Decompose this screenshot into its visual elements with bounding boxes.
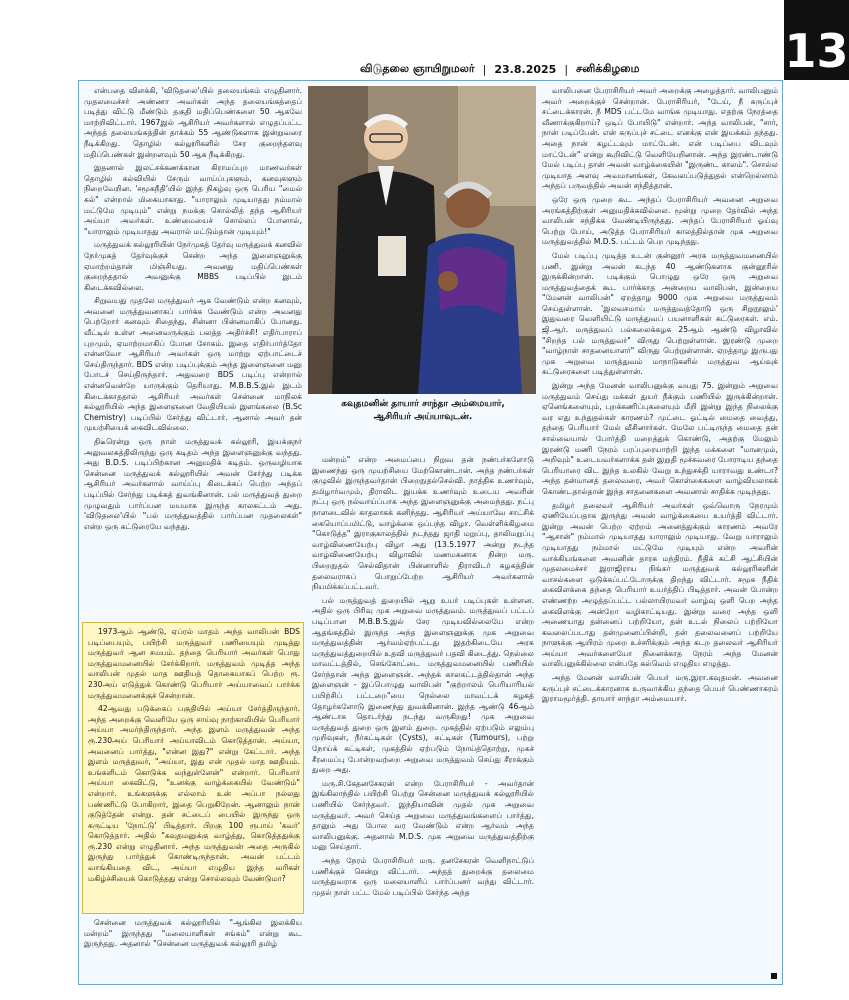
paragraph: பல் மருத்துவத் துறையில் ஆறு உயர் படிப்புகள் உள்ளன. அதில் ஒரு பிரிவு முக அறுவை மருத்துவம். மருத்துவப் பட்டப் படிப்பான M.B.B.S.இல் சேர முடியவில்லையே என்ற ஆதங்கத்தில் இருந்த அந்த இளைஞனுக்கு முக அறுவை மருத்துவத்தின் ஆர்வம்ஏற்பட்டது இதற்கிடையே அரசு மருத்துவத்துறையில் உதவி மருத்துவர் பதவி கிடைத்து. நெல்லை மாவட்டத்தில், செங்கோட்டை மருத்துவமனையில் பணியில் சேர்ந்தான் அந்த இளைஞன். அந்தக் காலகட்டத்தில்தான் அந்த இளைஞன் - இப்பொழுது வாலிபன் "குற்றாலம் பெரியாரியல் பயிற்சிப் பட்டறை"யை நெல்லை மாவட்டக் கழகத் தோழர்களோடு இணைந்து துவக்கினான். இந்த ஆண்டு 46ஆம் ஆண்டாக தொடர்ந்து நடந்து வருகிறது! முக அறுவை மருத்துவத் துறை ஒரு இளம் துறை. முகத்தில் ஏற்படும் எலும்பு முறிவுகள், நீர்கட்டிகள் (Cysts), கட்டிகள் (Tumours), பற்று நோய்க் கட்டிகள், முகத்தில் ஏற்படும் நோய்த்தொற்று, முகச் சீரமைப்பு போன்றவற்றை அறுவை மருத்துவம் செய்து சீராக்கும் துறை அது. bbox=[312, 595, 534, 775]
page-header bbox=[0, 0, 849, 80]
caption-line: கவுதமனின் தாயார் சாந்தா அம்மையார், bbox=[341, 399, 505, 409]
issue-date: 23.8.2025 bbox=[494, 62, 557, 76]
paragraph: வாலிபனை பேராசிரியர் அவர் அறைக்கு அழைத்தார். வாலிபனும் அவர் அறைக்குச் சென்றான். பேராசிரியர், "டேய், நீ கருப்புச் சட்டைக்காரன். நீ MDS பட்டமே வாங்க முடியாது. எதற்கு நேரத்தை வீணாக்குகிறாய்? ஒடிப் போயிடு" என்றார். அந்த வாலிபன், "சார், நான் படிப்பேன். என் கருப்புச் சட்டை எனக்கு என் இயக்கம் தந்தது. அதை நான் கழட்டவும் மாட்டேன். என் படிப்பை விடவும் மாட்டேன்" என்று கூறிவிட்டு வெளியேறினான். அந்த இரண்டாண்டு மேல் படிப்பு தான் அவன் வாழ்க்கையின் "இருண்ட காலம்". சொல்ல முடியாத அளவு அவமானங்கள், கேவலப்படுத்துதல் என்றெல்லாம் அந்தப் பருவத்தில் அவன் சந்தித்தான். bbox=[542, 86, 778, 191]
article-column-2 bbox=[312, 455, 534, 985]
publication-name: விடுதலை ஞாயிறுமலர் bbox=[360, 61, 475, 75]
article-column-1-lower bbox=[84, 918, 302, 982]
photo-caption bbox=[312, 398, 534, 448]
paragraph: அந்த நேரம் பேராசிரியர் மரு. தனசேகரன் வெளிநாட்டுப் பணிக்குச் சென்று விட்டார். அந்தத் துறைக்கு தலைமை மருத்துவராக ஒரு மலையாளிப் பார்ப்பனர் வந்து விட்டார். முதல் நாள் பட்ட மேல் படிப்பில் சேர்ந்த அந்த bbox=[312, 855, 534, 897]
paragraph: மேல் படிப்பு முடித்த உடன் குன்னூர் அரசு மருத்துவமனையில் பணி. இன்று அவன் கடந்த 40 ஆண்டுகளாக குன்னூரில் இருக்கின்றான். படிக்கும் பொழுது ஒரே ஒரு அறுவை மருத்துவத்தைக் கூட பார்க்காத அன்றைய வாலிபன், இன்றைய "மேனன் வாலிபன்" ஏறத்தாழ 9000 முக அறுவை மருத்துவம் செய்துள்ளான். 'இலவசமாய் மருத்துவத்தோடு ஒரு சிறுநூலும்' இதுவரை வெளியிட்டு மருத்துவப் பயனாளிகள் கட்டுரைகள். எம். ஜி.ஆர். மருத்துவப் பல்கலைக்கழக 25ஆம் ஆண்டு விழாவில் "சிறந்த பல் மருத்துவர்" விருது பெற்றுள்ளான். இரண்டு முறை "வாழ்நாள் சாதனையாளர்" விருது பெற்றுள்ளான். ஏறத்தாழ இருபது முக அறுவை மருத்துவம் மாநாடுகளில் மருத்துவ ஆய்வுக் கட்டுரைகளை படித்துள்ளான். bbox=[542, 250, 778, 377]
paragraph: திடீரென்று ஒரு நாள் மருத்துவக் கல்லூரி, இயக்குநர் அலுவலகத்திலிருந்து ஒரு கடிதம் அந்த இளைஞனுக்கு வந்தது. அது B.D.S. படிப்பிற்கான அனுமதிக் கடிதம். ஒருவழியாக சென்னை மருத்துவக் கல்லூரியில் அவன் சேர்ந்து படிக்க ஆசிரியர் அவர்களால் வாய்ப்பு கிடைக்கப் பெற்ற அந்தப் படிப்பில் சேர்ந்து படிக்கத் துவங்கினான். பல் மருத்துவத் துறை முழுவதும் பார்ப்பன மயமாக இருந்த காலகட்டம் அது. 'விடுதலை'யில் "பல் மருத்துவத்தில் பார்ப்பன முதலைகள்" என்ற ஒரு கட்டுரையே வந்தது. bbox=[84, 437, 302, 531]
header-bar bbox=[360, 62, 780, 76]
paragraph: என்பதை விளக்கி, 'விடுதலை'யில் தலையங்கம் எழுதினார். முதலமைச்சர் அண்ணா அவர்கள் அந்த தலையங்கத்தைப் படித்து விட்டு மீண்டும் தகுதி மதிப்பெண்களை 50 ஆகவே மாற்றிவிட்டார். 1967இல் ஆசிரியர் அவர்களால் எழுதப்பட்ட அந்தத் தலையங்கத்தின் தாக்கம் 55 ஆண்டுகளாக இன்றுவரை நீடிக்கிறது. தொழில் கல்லூரிகளில் சேர குறைந்தளவு மதிப்பெண்கள் இன்றளவும் 50 ஆக நீடிக்கிறது. bbox=[84, 86, 302, 159]
paragraph: மருத்துவக் கல்லூரியின் நேர்முகத் தேர்வு மருத்துவக் கனவில் நேர்முகத் தேர்வுக்குச் சென்ற அந்த இளைஞனுக்கு ஏமாற்றம்தான் மிஞ்சியது. அவனது மதிப்பெண்கள் குறைந்ததால் அவனுக்கு MBBS படிப்பில் இடம் கிடைக்கவில்லை. bbox=[84, 240, 302, 292]
paragraph: இதனால் இலட்சக்கணக்கான கிராமப்புற மாணவர்கள் தொழில் கல்வியில் சேரும் வாய்ப்புகளும், கனவுகளும் நிறைவேறின. 'சமூகநீதி'யில் இந்த நிகழ்வு ஒரு பெரிய "மைல் கல்" என்றால் மிகையாகாது. "யாராலும் முடியாதது நம்மால் மட்டுமே முடியும்" என்று நமக்கு சொல்லித் தந்த ஆசிரியர் அய்யா அவர்கள். உண்மையைச் சொல்லப் போனால், "யாராலும் முடியாதது அவரால் மட்டும்தான் முடியும்!" bbox=[84, 163, 302, 236]
paragraph: மரு.சி.கேதனசேகரன் என்ற பேராசிரியர் - அவர்தான் இங்கிலாந்தில் பயிற்சி பெற்று சென்னை மருத்துவக் கல்லூரியில் பணியில் சேர்ந்தவர். இந்தியாவின் முதல் முக அறுவை மருத்துவர். அவர் செய்த அறுவை மருத்துவங்களைப் பார்த்து, தானும் அது போல வர வேண்டும் என்ற ஆர்வம் அந்த வாலிபனுக்கு. அதனால் M.D.S. முக அறுவை மருத்துவத்திற்கு மனு செய்தார். bbox=[312, 778, 534, 852]
paragraph: சென்னை மருத்துவக் கல்லூரியில் "ஆங்கில இலக்கிய மன்றம்" இருந்தது "மலையாளிகள் சங்கம்" என்று கூட இருந்தது. அதனால் "சென்னை மருத்துவக் கல்லூரி தமிழ் bbox=[84, 918, 302, 949]
highlight-box bbox=[82, 622, 304, 914]
paragraph: தமிழர் தலைவர் ஆசிரியர் அவர்கள் ஒவ்வொரு நேரமும் ஏணியேப்பதாக இருந்து அவன் வாழ்க்கையை உயர்த்தி விட்டார். இன்று அவன் பெற்ற ஏற்றம் அனைத்துக்கும் காரணம் அவரே "ஆசான்" நம்மால் முடியாதது யாராலும் முடியாது. வேறு யாராலும் முடியாதது நம்மால் மட்டுமே முடியும் என்ற அவரின் வாக்கியங்களை அவனின் தாரக மந்திரம். நீதிக் கட்சி ஆட்சியின் முதலமைச்சர் இராஜிராய நிங்கர் மருத்துவக் கல்லூரிகளின் வாசல்களை ஒடுக்கப்பட்டோருக்கு திறந்து விட்டார். சமூக நீதிக் கைவிளக்கை தந்தை பெரியார் உயர்த்திப் பிடித்தார். அவன் போன்ற எண்ணற்ற அழுத்தப்பட்ட பல்லாயிரமவர் வாழ்வு ஒளி பெற அந்த கைவிளக்கு அன்றோ வழிகாட்டியது. இன்று வரை அந்த ஒளி அணையாது தன்னைப் பற்றியோ, தன் உடல் நிலைப் பற்றியோ கவலைப்படாது தன்முனைப்பின்றி, தன் தலைவனைப் பற்றியே நாளுக்கு ஆயிரம் முறை உச்சரிக்கும் அந்த சுடற தலைவர் ஆசிரியர் அய்யா அவர்களையோ நினைக்காத நேரம் அந்த மேனன் வாலிபனுக்கில்லை என்பதே கல்வெம் எழுதிய எழுத்து. bbox=[542, 500, 778, 669]
caption-line: ஆசிரியர் அய்யாவுடன். bbox=[373, 412, 473, 422]
paragraph: சிறுவயது முதலே மருத்துவர் ஆக வேண்டும் என்ற கனவும், அவனை மருத்துவனாகப் பார்க்க வேண்டும் என்ற அவனது பெற்றோர் கனவும் சிதைந்து, சின்னா பின்னமாகிப் போனது. வீட்டில் உள்ள அனைவருக்கும் பலத்த அதிர்ச்சி! எதிர்பாராப் புறமும், ஏமாற்றமாகிப் போன சோகம். இதை எதிர்பார்த்தோ என்னவோ ஆசிரியர் அவர்கள் ஒரு மாற்று ஏற்பாட்டைச் செய்திருந்தார். BDS என்ற படிப்புக்கும் அந்த இளைஞனை மனு போடச் செய்திருந்தார். அதுவரை BDS படிப்பு என்றால் என்னவென்றே யாருக்கும் தெரியாது. M.B.B.S.இல் இடம் கிடைக்காததால் ஆசிரியர் அவர்கள் சென்னை மாநிலக் கல்லூரியில் அந்த இளைஞனை வேதியியல் இளங்கலை (B.Sc Chemistry) படிப்பில் சேர்த்து விட்டார். ஆனால் அவர் தன் முயற்சியைக் கைவிடவில்லை. bbox=[84, 296, 302, 433]
article-column-1 bbox=[84, 86, 302, 626]
paragraph: இன்று அந்த மேனன் வாலிபனுக்கு வயது 75. இன்றும் அறுவை மருத்துவம் செய்து மக்கள் துயர் நீக்கும் பணியில் இருக்கின்றான். ஏனெங்களையும், புறக்கணிப்புகளையும் மீறி இன்று இந்த நிலைக்கு வர எது உந்துதல்கள் காரணம்? முட்டை ஓட்டில் மைதை வைத்து, தந்தை பெரியார் மேல் வீசினார்கள். மேலே பட்டிருந்த மைதை தன் சால்வையால் போர்த்தி மறைத்துக் கொண்டு, அதற்கு மேலும் இரண்டு மணி நேரம் பரப்புரையாற்றி இந்த மக்களை "மானமும், அறிவும்" உடையவர்களாக்க தன் இறுதி மூச்சுவரை போராடிய தந்தை பெரியாரை விட இந்த உலகில் வேறு உந்துசக்தி யாராவது உண்டா? அந்த தன்மானத் தலைவரை, அவர் கொள்கைகளை வாழ்வியலாகக் கொண்டதால்தான் இந்த சாதனைகளை அவனால் சாதிக்க முடிந்தது. bbox=[542, 381, 778, 496]
paragraph: 1973ஆம் ஆண்டு, ஏப்ரல் மாதம் அந்த வாலிபன் BDS படிப்பையும், பயிற்சி மருத்துவர் பணியையும் முடித்து மருத்துவர் ஆன சமயம். தந்தை பெரியார் அவர்கள் பொது மருத்துவமனையில் சேர்க்கிறார். மருத்துவம் முடித்த அந்த வாலிபன் முதல் மாத ஊதியத் தொகையாகப் பெற்ற ரூ. 230அய் எடுத்துக் கொண்டு பெரியார் அய்யாவைப் பார்க்க மருத்துவமனைக்குச் சென்றான். bbox=[88, 627, 300, 700]
page-number: 13 bbox=[784, 0, 849, 80]
separator: | bbox=[482, 62, 487, 76]
paragraph: அந்த மேனன் வாலிபன் பெயர் மரு.இரா.கவுதமன். அவனை கருப்புச் சட்டைக்காரனாக உருவாக்கிய தந்தை பெயர் பெண்ணாகரம் இராமமூர்த்தி. தாயார் சாந்தா அம்மையார். bbox=[542, 673, 778, 704]
paragraph: மன்றம்" என்ற அமைப்பை நிறுவ தன் நண்பர்களோடு இணைந்து ஒரு முயற்சியை மேற்கொண்டான். அந்த நண்பர்கள் குழுவில் இருந்தவர்தான் பிறைநுதல்செல்வி. நாத்திக உணர்வும், தமிழார்வமும், திராவிட இயக்க உணர்வும் உடைய அவரின் நட்பு ஒரு நல்வாய்ப்பாக அந்த இளைஞனுக்கு அமைந்தது. நட்பு நாளடைவில் காதலாகக் கனிந்தது. ஆசிரியர் அய்யாவே சாட்சிக் கையொப்பமிட்டு, வாழ்க்கை ஒப்பந்த விழா. வெள்ளிக்கிழமை "கொடுத்த" இராகுகாலத்தில் நடந்தது ஜாதி மறுப்பு, தாலிமறுப்பு வாழ்விணையேற்பு விழா அது (13.5.1977 அன்று நடந்த வாழ்விணையேற்பு விழாவில் மணமகனாக நின்ற மரு. பிறைநுதல் செல்விதான் பின்னாளில் திராவிடர் கழகத்தின் தலைவராகப் பொறுப்பேற்ற ஆசிரியர் அவர்களால் நியமிக்கப்பட்டவர். bbox=[312, 455, 534, 592]
issue-day: சனிக்கிழமை bbox=[576, 61, 640, 75]
article-column-3 bbox=[542, 86, 778, 986]
article-end-mark bbox=[771, 973, 777, 979]
article-photo bbox=[308, 86, 536, 394]
paragraph: ஒரே ஒரு முறை கூட அந்தப் பேராசிரியர் அவனை அறுவை அரங்கத்திற்குள் அனுமதிக்கவில்லை. மூன்று முறை தேர்வில் அந்த வாலிபன் சந்திக்க வேண்டியிருந்தது. அந்தப் பேராசிரியர் ஓய்வு பெற்று போய், அடுத்த பேராசிரியர் காலத்தில்தான் முக அறுவை மருத்துவத்தில் M.D.S. பட்டம் பெற முடிந்தது. bbox=[542, 194, 778, 247]
separator: | bbox=[564, 62, 569, 76]
photo-illustration bbox=[308, 86, 536, 394]
paragraph: 42ஆவது படுக்கைப் பகுதியில் அய்யா சேர்த்திருந்தார். அந்த அறைக்கு வெளியே ஒரு சாய்வு நாற்காலியில் பெரியார் அய்யா அமர்ந்திருந்தார். அந்த இளம் மருத்துவன் அந்த ரூ.230அய் பெரியார் அய்யாவிடம் கொடுத்தான். அய்யா, அவனைப் பார்த்து, "என்ன இது?" என்று கேட்டார். அந்த இளம் மருத்துவர், "அய்யா, இது என் முதல் மாத ஊதியம். உங்களிடம் கொடுக்க வந்துள்ளேன்" என்றார். பெரியார் அய்யா கைவிட்டு, "உனக்கு வாழ்க்கையில் வேண்டும்" என்றார். உங்களுக்கு எல்லாம் உன் அப்பா நல்லது பண்ணிட்டு போகிறார், இதை பெறுகிறேன். ஆனாலும் நான் குடுத்தேன் என்று. தன் சட்டைப் பையில் இருந்து ஒரு சுருட்டிய 'நோட்டு' பிடித்தார். பிறகு 100 ரூபாய் 'கவர்' கொடுத்தார். அதில் "கவுதமனுக்கு வாழ்த்து, கொடுத்ததுக்கு ரூ.230 என்று எழுதினார். அந்த மருத்துவன் அதை அருகில் இருந்து பார்த்துக் கொண்டிருந்தான். அவன் பட்டம் வாங்கியதை விட, அய்யா எழுதிய இந்த வரிகள் மகிழ்ச்சியைக் கொடுத்தது என்று சொல்லவும் வேண்டுமா? bbox=[88, 704, 300, 883]
